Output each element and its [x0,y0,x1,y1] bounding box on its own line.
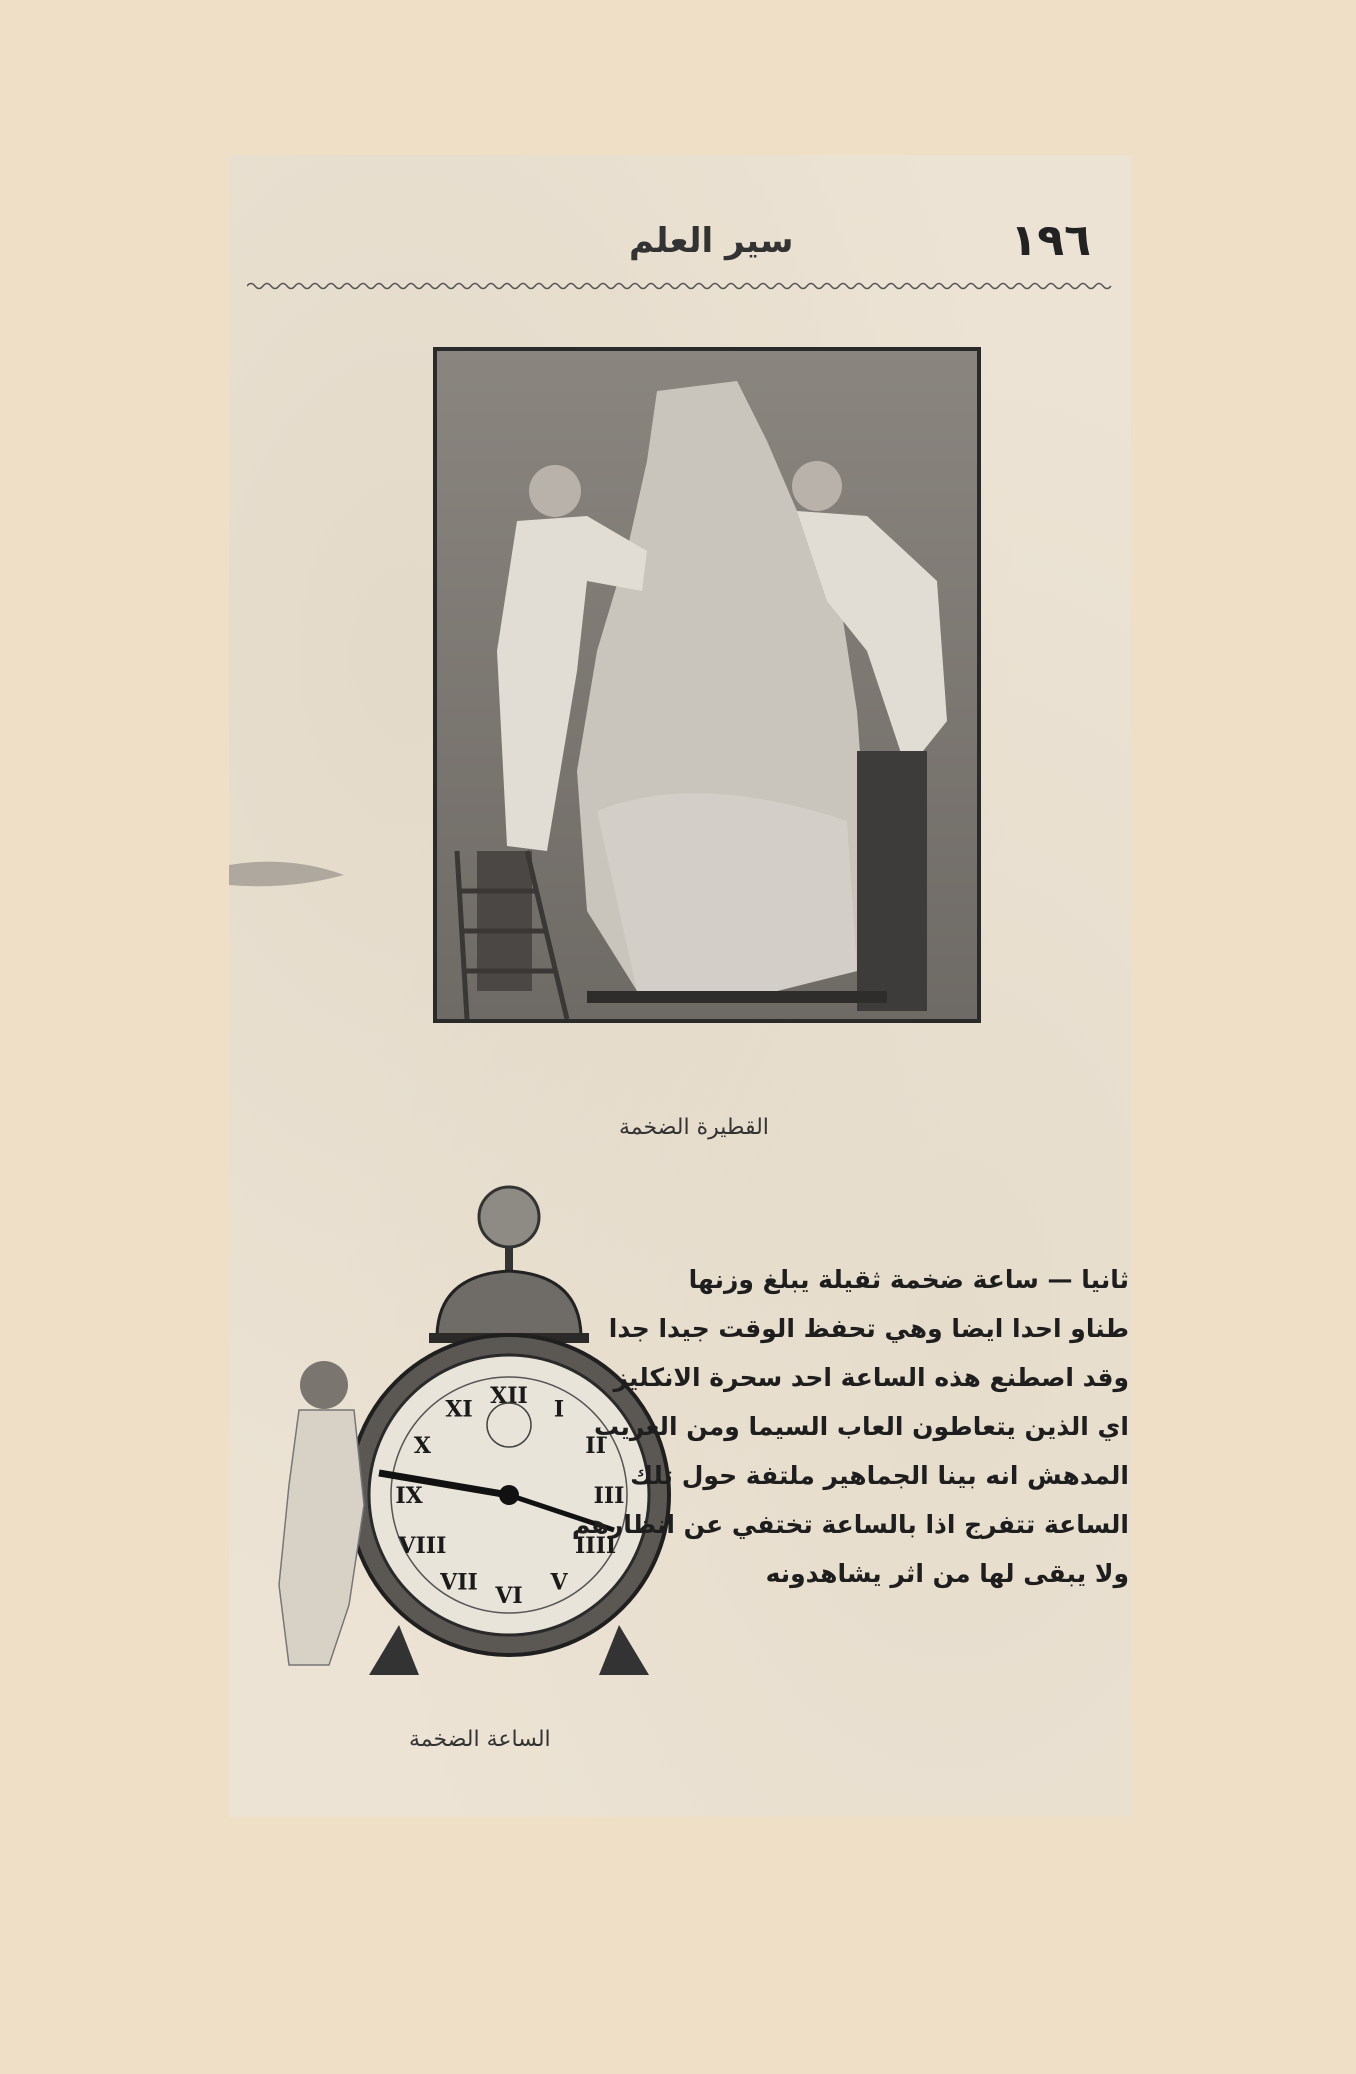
page-header [229,215,1131,265]
article-line: المدهش انه بينا الجماهير ملتفة حول تلك [630,1461,1129,1490]
photo-image [437,351,977,1019]
article-line: اي الذين يتعاطون العاب السيما ومن الغريب [594,1412,1129,1441]
photograph [433,347,981,1023]
clock-numeral: X [413,1433,431,1459]
ink-smudge [229,855,349,895]
clock-numeral: II [585,1433,606,1459]
magazine-page [229,155,1131,1817]
clock-numeral: VII [440,1569,478,1596]
wavy-divider [247,280,1115,292]
clock-caption: الساعة الضخمة [409,1727,551,1752]
clock-numeral: IIII [575,1533,617,1559]
article-line: طناو احدا ايضا وهي تحفظ الوقت جيدا جدا [608,1314,1129,1343]
clock-numeral: V [550,1569,568,1596]
page-number: ١٩٦ [1010,215,1091,266]
clock-numeral: VI [495,1583,523,1609]
clock-numeral: I [553,1396,565,1423]
article-line: وقد اصطنع هذه الساعة احد سحرة الانكليز [613,1363,1129,1392]
clock-numeral: VIII [398,1533,447,1559]
photo-caption: القطيرة الضخمة [619,1115,769,1140]
clock-numeral: III [593,1483,625,1509]
running-title: سير العلم [629,221,794,261]
clock-numeral: IX [395,1483,423,1509]
article-line: ثانيا — ساعة ضخمة ثقيلة يبلغ وزنها [688,1265,1129,1294]
article-line: الساعة تتفرج اذا بالساعة تختفي عن انظارهم [571,1510,1129,1539]
clock-numeral: XII [490,1383,528,1409]
article-line: ولا يبقى لها من اثر يشاهدونه [765,1559,1129,1588]
clock-numeral: XI [445,1396,473,1423]
